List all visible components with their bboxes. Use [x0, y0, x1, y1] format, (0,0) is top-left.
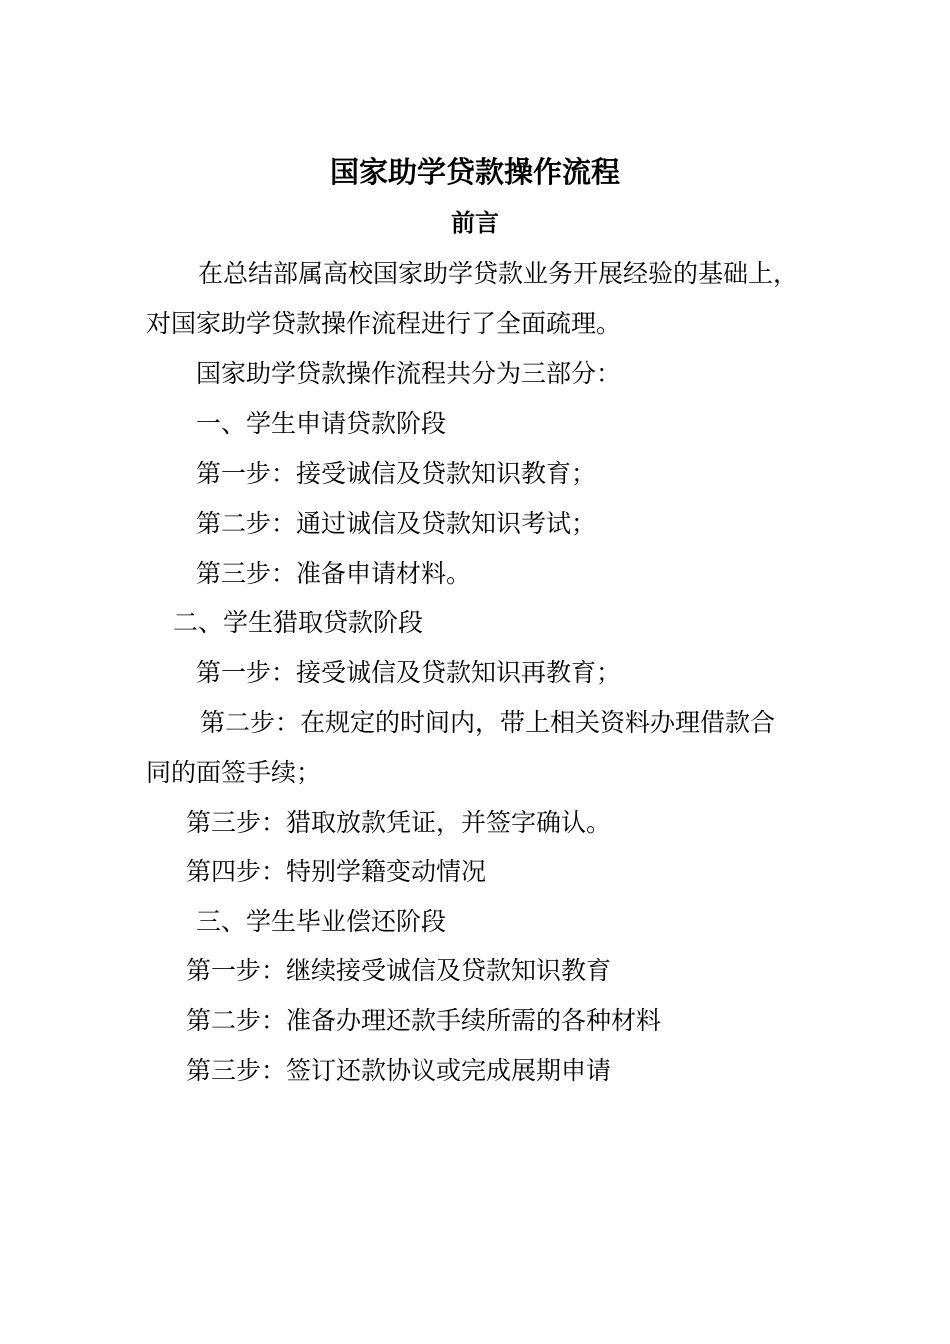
section-1-heading: 一、学生申请贷款阶段 [196, 409, 447, 438]
section-2-step-2-line-2: 同的面签手续； [146, 758, 322, 787]
section-1-step-2: 第二步：通过诚信及贷款知识考试； [196, 509, 597, 538]
section-1-step-1: 第一步：接受诚信及贷款知识教育； [196, 459, 597, 488]
section-2-step-3: 第三步：猎取放款凭证，并签字确认。 [186, 808, 612, 837]
section-3-heading: 三、学生毕业偿还阶段 [196, 907, 447, 936]
section-2-step-4: 第四步：特别学籍变动情况 [186, 857, 487, 886]
section-3-step-3: 第三步：签订还款协议或完成展期申请 [186, 1056, 612, 1085]
document-subtitle: 前言 [451, 208, 499, 237]
overview-text: 国家助学贷款操作流程共分为三部分： [196, 359, 622, 388]
section-3-step-2: 第二步：准备办理还款手续所需的各种材料 [186, 1006, 662, 1035]
document-title: 国家助学贷款操作流程 [329, 155, 620, 189]
section-3-step-1: 第一步：继续接受诚信及贷款知识教育 [186, 956, 612, 985]
section-2-step-1: 第一步：接受诚信及贷款知识再教育； [196, 658, 622, 687]
section-2-heading: 二、学生猎取贷款阶段 [173, 608, 424, 637]
section-1-step-3: 第三步：准备申请材料。 [196, 559, 472, 588]
intro-paragraph-line-1: 在总结部属高校国家助学贷款业务开展经验的基础上， [198, 259, 799, 288]
intro-paragraph-line-2: 对国家助学贷款操作流程进行了全面疏理。 [146, 309, 622, 338]
section-2-step-2-line-1: 第二步：在规定的时间内，带上相关资料办理借款合 [200, 708, 776, 737]
